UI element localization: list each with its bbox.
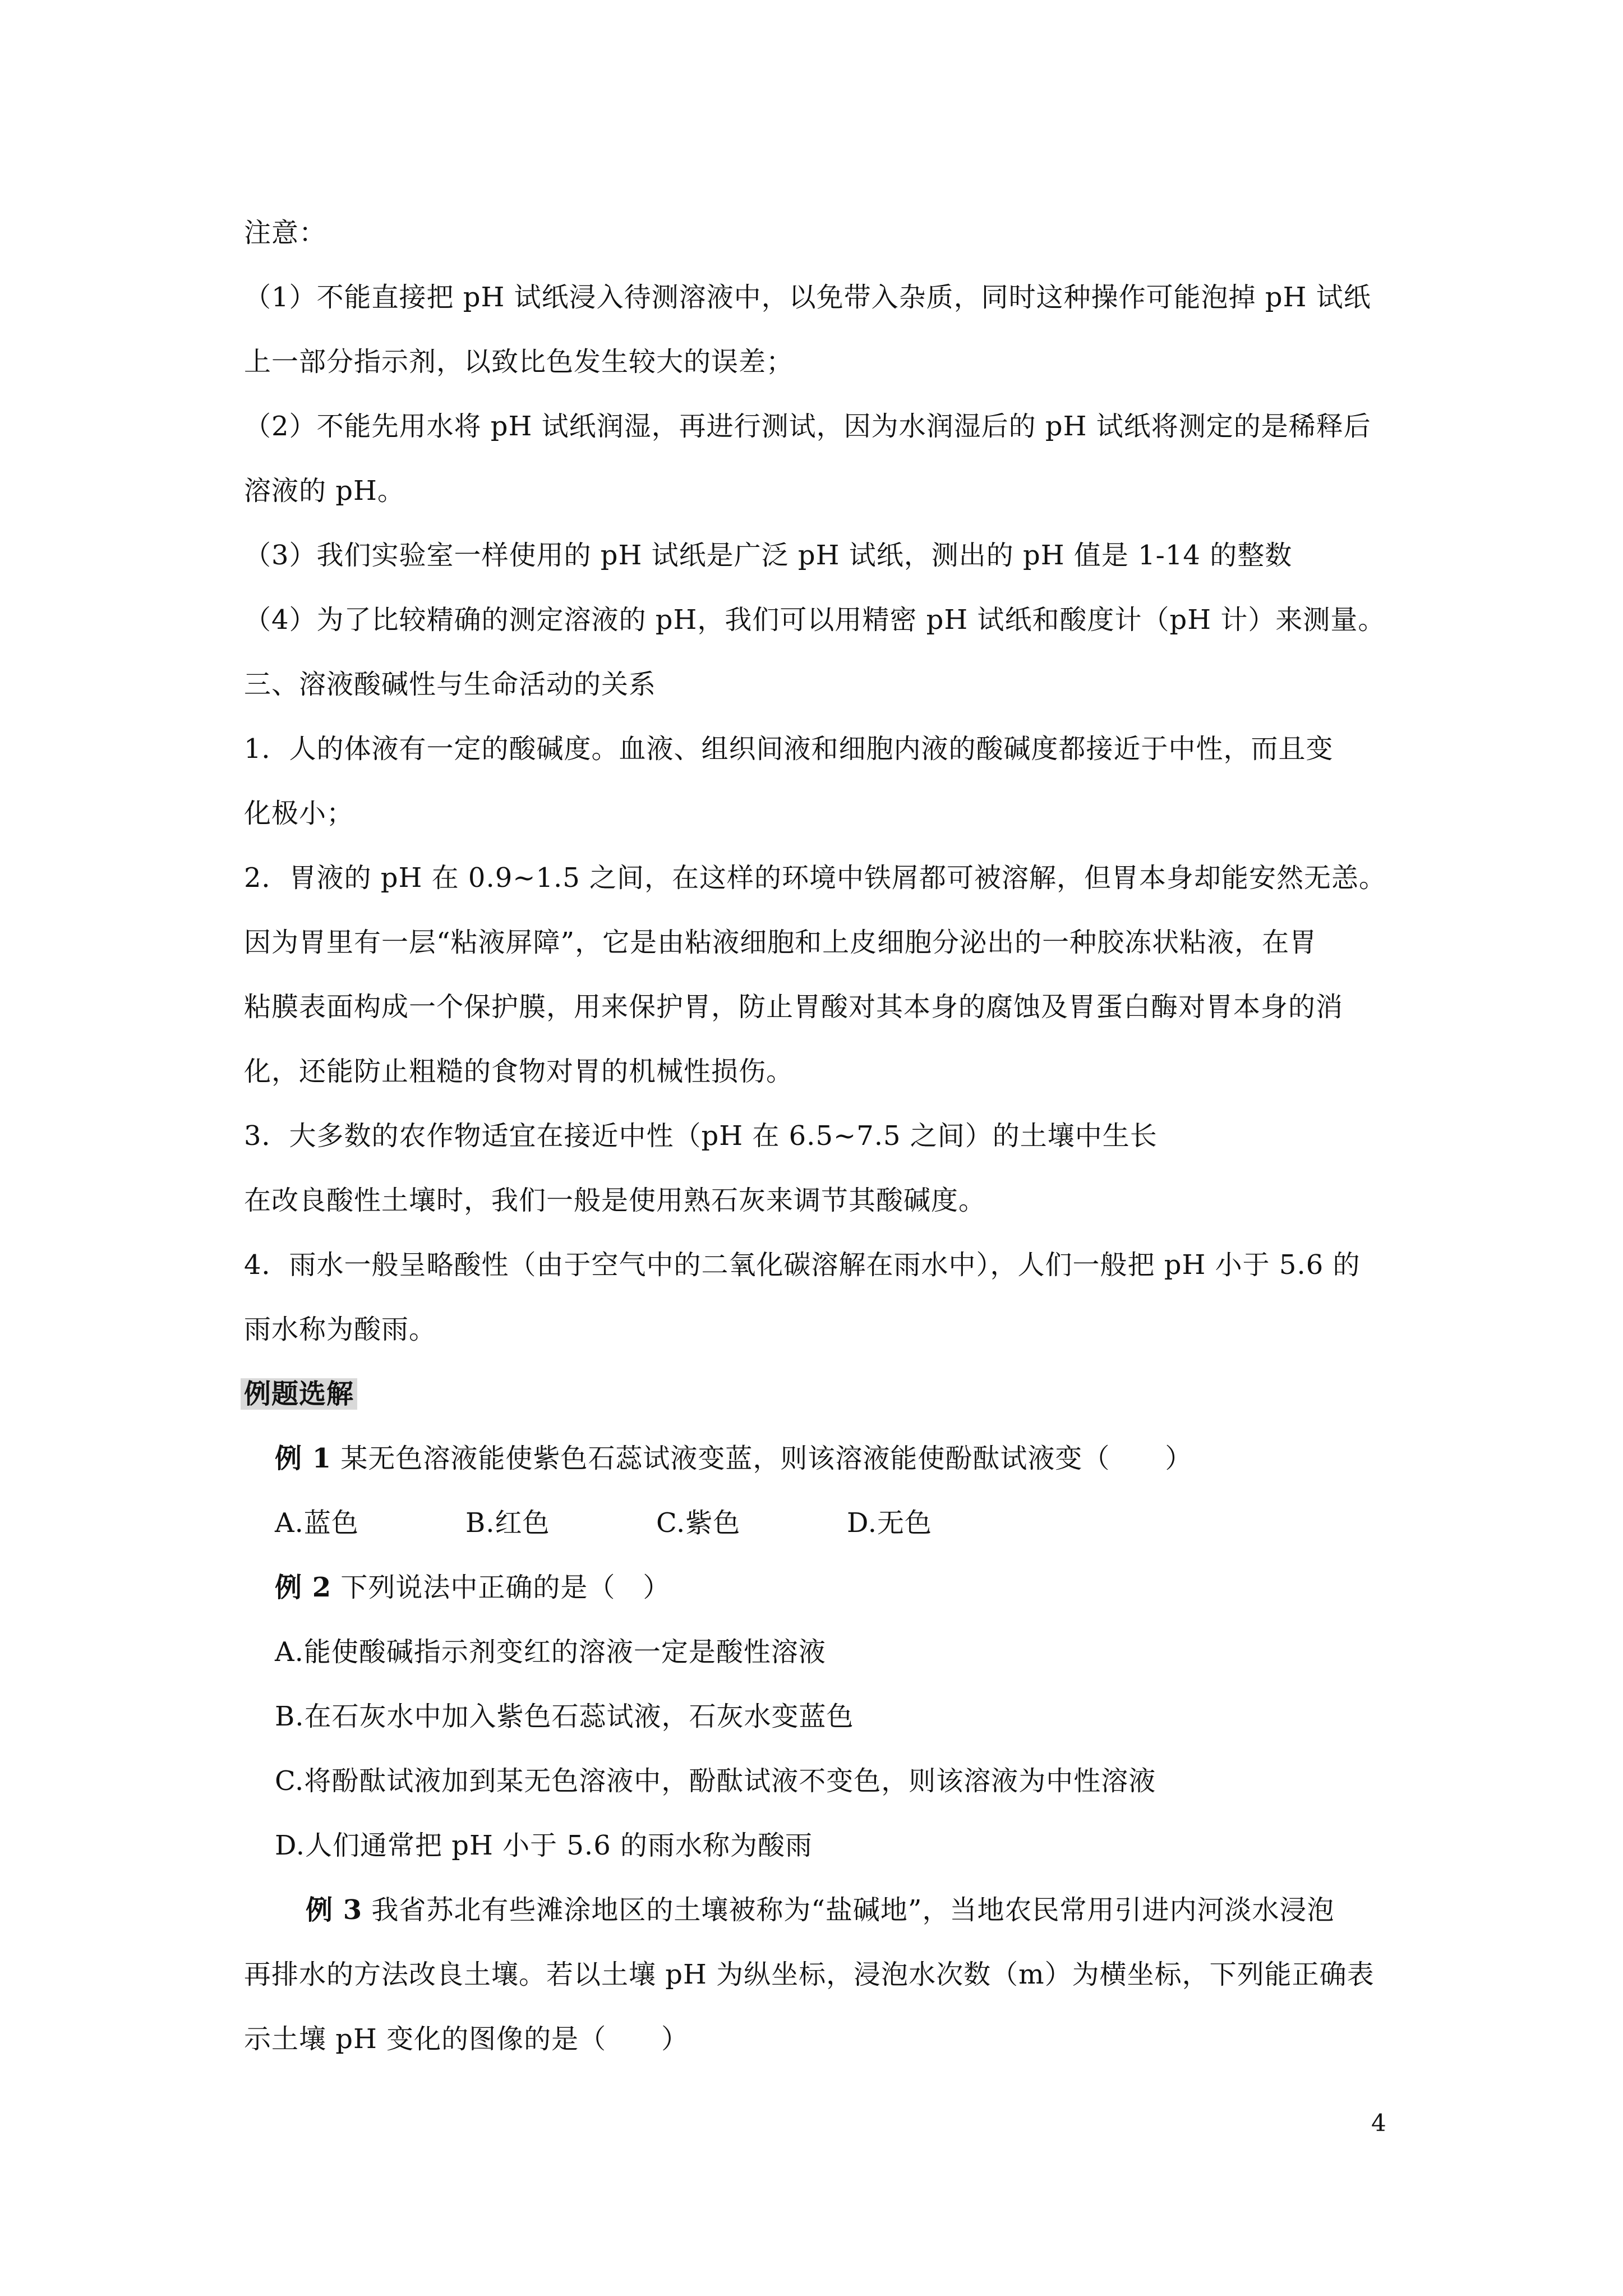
example-1-text: 某无色溶液能使紫色石蕊试液变蓝，则该溶液能使酚酞试液变（ ） <box>331 1443 1193 1474</box>
section-line: 2．胃液的 pH 在 0.9~1.5 之间，在这样的环境中铁屑都可被溶解，但胃本身却能安然无恙。 <box>244 862 1387 894</box>
example-1-label: 例 1 <box>275 1443 332 1474</box>
example-1-option-b: B.红色 <box>465 1507 550 1539</box>
example-3-line: 再排水的方法改良土壤。若以土壤 pH 为纵坐标，浸泡水次数（m）为横坐标，下列能正确表 <box>244 1959 1375 1990</box>
section-line: 3．大多数的农作物适宜在接近中性（pH 在 6.5~7.5 之间）的土壤中生长 <box>244 1120 1158 1152</box>
note-title: 注意： <box>244 217 327 249</box>
examples-heading: 例题选解 <box>241 1378 357 1410</box>
example-1-option-c: C.紫色 <box>656 1507 741 1539</box>
note-line: （2）不能先用水将 pH 试纸润湿，再进行测试，因为水润湿后的 pH 试纸将测定的是稀释后 <box>244 411 1371 442</box>
section-line: 雨水称为酸雨。 <box>244 1314 437 1345</box>
example-1-option-a: A.蓝色 <box>275 1507 359 1539</box>
section-line: 1．人的体液有一定的酸碱度。血液、组织间液和细胞内液的酸碱度都接近于中性，而且变 <box>244 733 1334 765</box>
example-3-text: 我省苏北有些滩涂地区的土壤被称为“盐碱地”，当地农民常用引进内河淡水浸泡 <box>362 1894 1335 1926</box>
example-2-option-c: C.将酚酞试液加到某无色溶液中，酚酞试液不变色，则该溶液为中性溶液 <box>275 1765 1156 1797</box>
example-2-text: 下列说法中正确的是（ ） <box>331 1572 671 1603</box>
section-line: 因为胃里有一层“粘液屏障”，它是由粘液细胞和上皮细胞分泌出的一种胶冻状粘液，在胃 <box>244 927 1317 958</box>
example-2-label: 例 2 <box>275 1572 332 1603</box>
example-2-option-a: A.能使酸碱指示剂变红的溶液一定是酸性溶液 <box>275 1636 826 1668</box>
example-1-option-d: D.无色 <box>847 1507 933 1539</box>
section-line: 化，还能防止粗糙的食物对胃的机械性损伤。 <box>244 1056 794 1087</box>
example-3-line: 示土壤 pH 变化的图像的是（ ） <box>244 2023 689 2055</box>
section-title: 三、溶液酸碱性与生命活动的关系 <box>244 669 657 700</box>
note-line: （4）为了比较精确的测定溶液的 pH，我们可以用精密 pH 试纸和酸度计（pH 计）来测量。 <box>244 604 1386 636</box>
note-line: 溶液的 pH。 <box>244 475 405 507</box>
example-3-question <box>306 1893 1334 1927</box>
section-line: 粘膜表面构成一个保护膜，用来保护胃，防止胃酸对其本身的腐蚀及胃蛋白酶对胃本身的消 <box>244 991 1344 1023</box>
section-line: 在改良酸性土壤时，我们一般是使用熟石灰来调节其酸碱度。 <box>244 1185 986 1216</box>
note-line: （1）不能直接把 pH 试纸浸入待测溶液中，以免带入杂质，同时这种操作可能泡掉 pH 试纸 <box>244 282 1371 313</box>
page-number: 4 <box>1371 2109 1386 2137</box>
examples-heading-row <box>244 1377 357 1411</box>
example-2-option-b: B.在石灰水中加入紫色石蕊试液，石灰水变蓝色 <box>275 1701 854 1732</box>
example-2-question <box>275 1571 670 1604</box>
note-line: 上一部分指示剂，以致比色发生较大的误差； <box>244 346 794 378</box>
note-line: （3）我们实验室一样使用的 pH 试纸是广泛 pH 试纸，测出的 pH 值是 1-14 的整数 <box>244 540 1293 571</box>
section-line: 4．雨水一般呈略酸性（由于空气中的二氧化碳溶解在雨水中），人们一般把 pH 小于 5.6 的 <box>244 1249 1361 1281</box>
example-2-option-d: D.人们通常把 pH 小于 5.6 的雨水称为酸雨 <box>275 1830 813 1861</box>
section-line: 化极小； <box>244 798 354 829</box>
example-3-label: 例 3 <box>306 1894 363 1926</box>
example-1-options <box>275 1506 1038 1540</box>
example-1-question <box>275 1442 1192 1475</box>
